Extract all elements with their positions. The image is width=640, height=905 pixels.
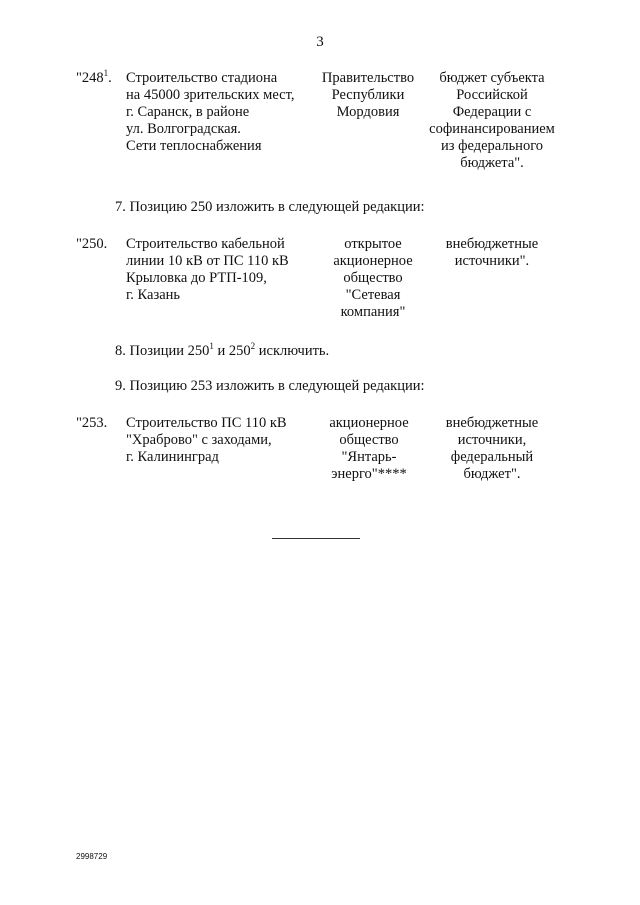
- customer-line: акционерное: [333, 253, 413, 269]
- object-line: Строительство стадиона: [126, 70, 278, 86]
- funding-line: из федерального: [440, 138, 544, 154]
- funding-line: внебюджетные: [445, 415, 539, 431]
- separator-line: [272, 538, 360, 539]
- funding-source: [432, 415, 552, 483]
- instruction-9: 9. Позицию 253 изложить в следующей редакции:: [115, 378, 425, 394]
- instruction-8: [115, 343, 329, 360]
- funding-line: внебюджетные: [445, 236, 539, 252]
- instruction-8-middle: и 250: [213, 343, 251, 359]
- page-number: 3: [316, 34, 324, 50]
- funding-line: софинансированием: [429, 121, 555, 137]
- customer-line: акционерное: [329, 415, 409, 431]
- instruction-8-prefix: 8. Позиции 250: [115, 343, 210, 359]
- object-line: г. Саранск, в районе: [126, 104, 250, 120]
- object-line: Строительство кабельной: [126, 236, 285, 252]
- customer-line: "Сетевая: [345, 287, 401, 303]
- entry-number-superscript: 1: [103, 68, 109, 78]
- entry-number: "250.: [76, 236, 108, 252]
- customer-line: общество: [343, 270, 403, 286]
- document-code: 2998729: [76, 852, 108, 861]
- object-description: [126, 70, 316, 155]
- customer: [316, 70, 420, 121]
- object-line: линии 10 кВ от ПС 110 кВ: [126, 253, 289, 269]
- customer-line: компания": [340, 304, 406, 320]
- customer-line: Республики: [331, 87, 405, 103]
- entry-number: [76, 70, 112, 87]
- customer-line: "Янтарь-: [341, 449, 397, 465]
- funding-line: бюджета".: [460, 155, 524, 171]
- funding-source: [423, 70, 561, 172]
- object-description: [126, 415, 316, 466]
- funding-line: источники,: [457, 432, 527, 448]
- funding-source: [432, 236, 552, 270]
- object-line: Сети теплоснабжения: [126, 138, 262, 154]
- funding-line: бюджет".: [463, 466, 521, 482]
- funding-line: источники".: [454, 253, 530, 269]
- object-line: на 45000 зрительских мест,: [126, 87, 295, 103]
- entry-number-suffix: .: [108, 70, 112, 86]
- customer-line: Мордовия: [336, 104, 400, 120]
- funding-line: Российской: [456, 87, 528, 103]
- customer: [314, 415, 424, 483]
- instruction-8-sup-2: 2: [250, 341, 256, 351]
- entry-number: "253.: [76, 415, 108, 431]
- instruction-8-sup-1: 1: [209, 341, 214, 351]
- customer-line: Правительство: [321, 70, 415, 86]
- instruction-8-suffix: исключить.: [255, 343, 330, 359]
- entry-number-text: "248: [76, 70, 104, 86]
- customer-line: общество: [339, 432, 399, 448]
- object-line: г. Калининград: [126, 449, 219, 465]
- customer-line: энерго"****: [331, 466, 407, 482]
- object-line: г. Казань: [126, 287, 181, 303]
- object-description: [126, 236, 316, 304]
- funding-line: Федерации с: [452, 104, 532, 120]
- funding-line: бюджет субъекта: [439, 70, 545, 86]
- object-line: "Храброво" с заходами,: [126, 432, 272, 448]
- customer: [318, 236, 428, 321]
- object-line: Строительство ПС 110 кВ: [126, 415, 287, 431]
- object-line: ул. Волгоградская.: [126, 121, 241, 137]
- object-line: Крыловка до РТП-109,: [126, 270, 267, 286]
- instruction-7: 7. Позицию 250 изложить в следующей редакции:: [115, 199, 425, 215]
- customer-line: открытое: [344, 236, 402, 252]
- funding-line: федеральный: [450, 449, 534, 465]
